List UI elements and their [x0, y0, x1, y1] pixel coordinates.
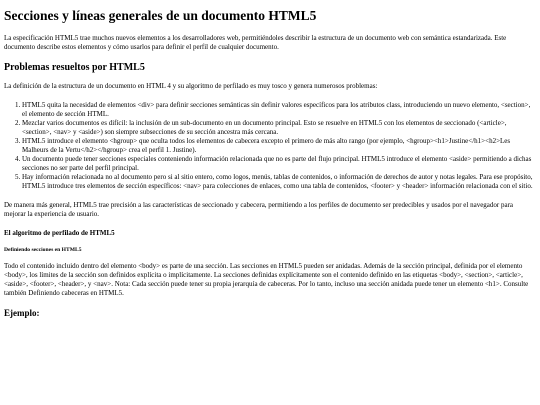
list-item: 1. HTML5 quita la necesidad de elementos <div> para definir secciones semánticas sin definir valores específicos para los atributos class, introduciendo un nuevo elemento, <section>, el elemento de sección HTML.	[22, 101, 536, 119]
problems-list	[4, 101, 536, 191]
list-item: 2. Mezclar varios documentos es difícil: la inclusión de un sub-documento en un documento principal. Esto se resuelve en HTML5 con los elementos de seccionado (<article>, <section>, <nav> y <aside>) son siempre subsecciones de su sección ancestra más cercana.	[22, 119, 536, 137]
sections-paragraph: Todo el contenido incluido dentro del elemento <body> es parte de una sección. Las secciones en HTML5 pueden ser anidadas. Además de la sección principal, definida por el elemento <body>, los límites de la sección son definidos explícita o implícitamente. La secciones definidas explícitamente son el contenido definido en las etiquetas <body>, <section>, <article>, <aside>, <footer>, <header>, y <nav>. Nota: Cada sección puede tener su propia jerarquía de cabeceras. Por lo tanto, incluso una sección anidada puede tener un elemento <h1>. Consulte también Definiendo cabeceras en HTML5.	[4, 262, 529, 298]
page-title: Secciones y líneas generales de un documento HTML5	[4, 8, 317, 23]
summary-paragraph: De manera más general, HTML5 trae precisión a las características de seccionado y cabecera, permitiendo a los perfiles de documento ser predecibles y usados por el navegador para mejorar la experiencia de usuario.	[4, 201, 514, 219]
problems-heading: Problemas resueltos por HTML5	[4, 62, 145, 74]
sections-heading: Definiendo secciones en HTML5	[4, 246, 82, 253]
list-item: 5. Hay información relacionada no al documento pero si al sitio entero, como logos, menús, tablas de contenidos, o información de derechos de autor y notas legales. Para ese propósito, HTML5 introduce tres elementos de sección específicos: <nav> para colecciones de enlaces, como una tabla de contenidos, <footer> y <header> información relacionada con el sitio.	[22, 173, 536, 191]
intro-paragraph: La especificación HTML5 trae muchos nuevos elementos a los desarrolladores web, permitiéndoles describir la estructura de un documento web con semántica estandarizada. Este documento describe estos elementos y cómo usarlos para definir el perfil de cualquier documento.	[4, 34, 507, 52]
list-item: 3. HTML5 introduce el elemento <hgroup> que oculta todos los elementos de cabecera excepto el primero de más alto rango (por ejemplo, <hgroup><h1>Justine</h1><h2>Les Malheurs de la Vertu</h2></hgroup> crea el perfil 1. Justine).	[22, 137, 536, 155]
list-item: 4. Un documento puede tener secciones especiales conteniendo información relacionada que no es parte del flujo principal. HTML5 introduce el elemento <aside> permitiendo a dichas secciones no ser parte del perfil principal.	[22, 155, 536, 173]
example-heading: Ejemplo:	[4, 308, 40, 319]
algorithm-heading: El algoritmo de perfilado de HTML5	[4, 229, 115, 238]
problems-intro-paragraph: La definición de la estructura de un documento en HTML 4 y su algoritmo de perfilado es muy tosco y genera numerosos problemas:	[4, 82, 378, 91]
